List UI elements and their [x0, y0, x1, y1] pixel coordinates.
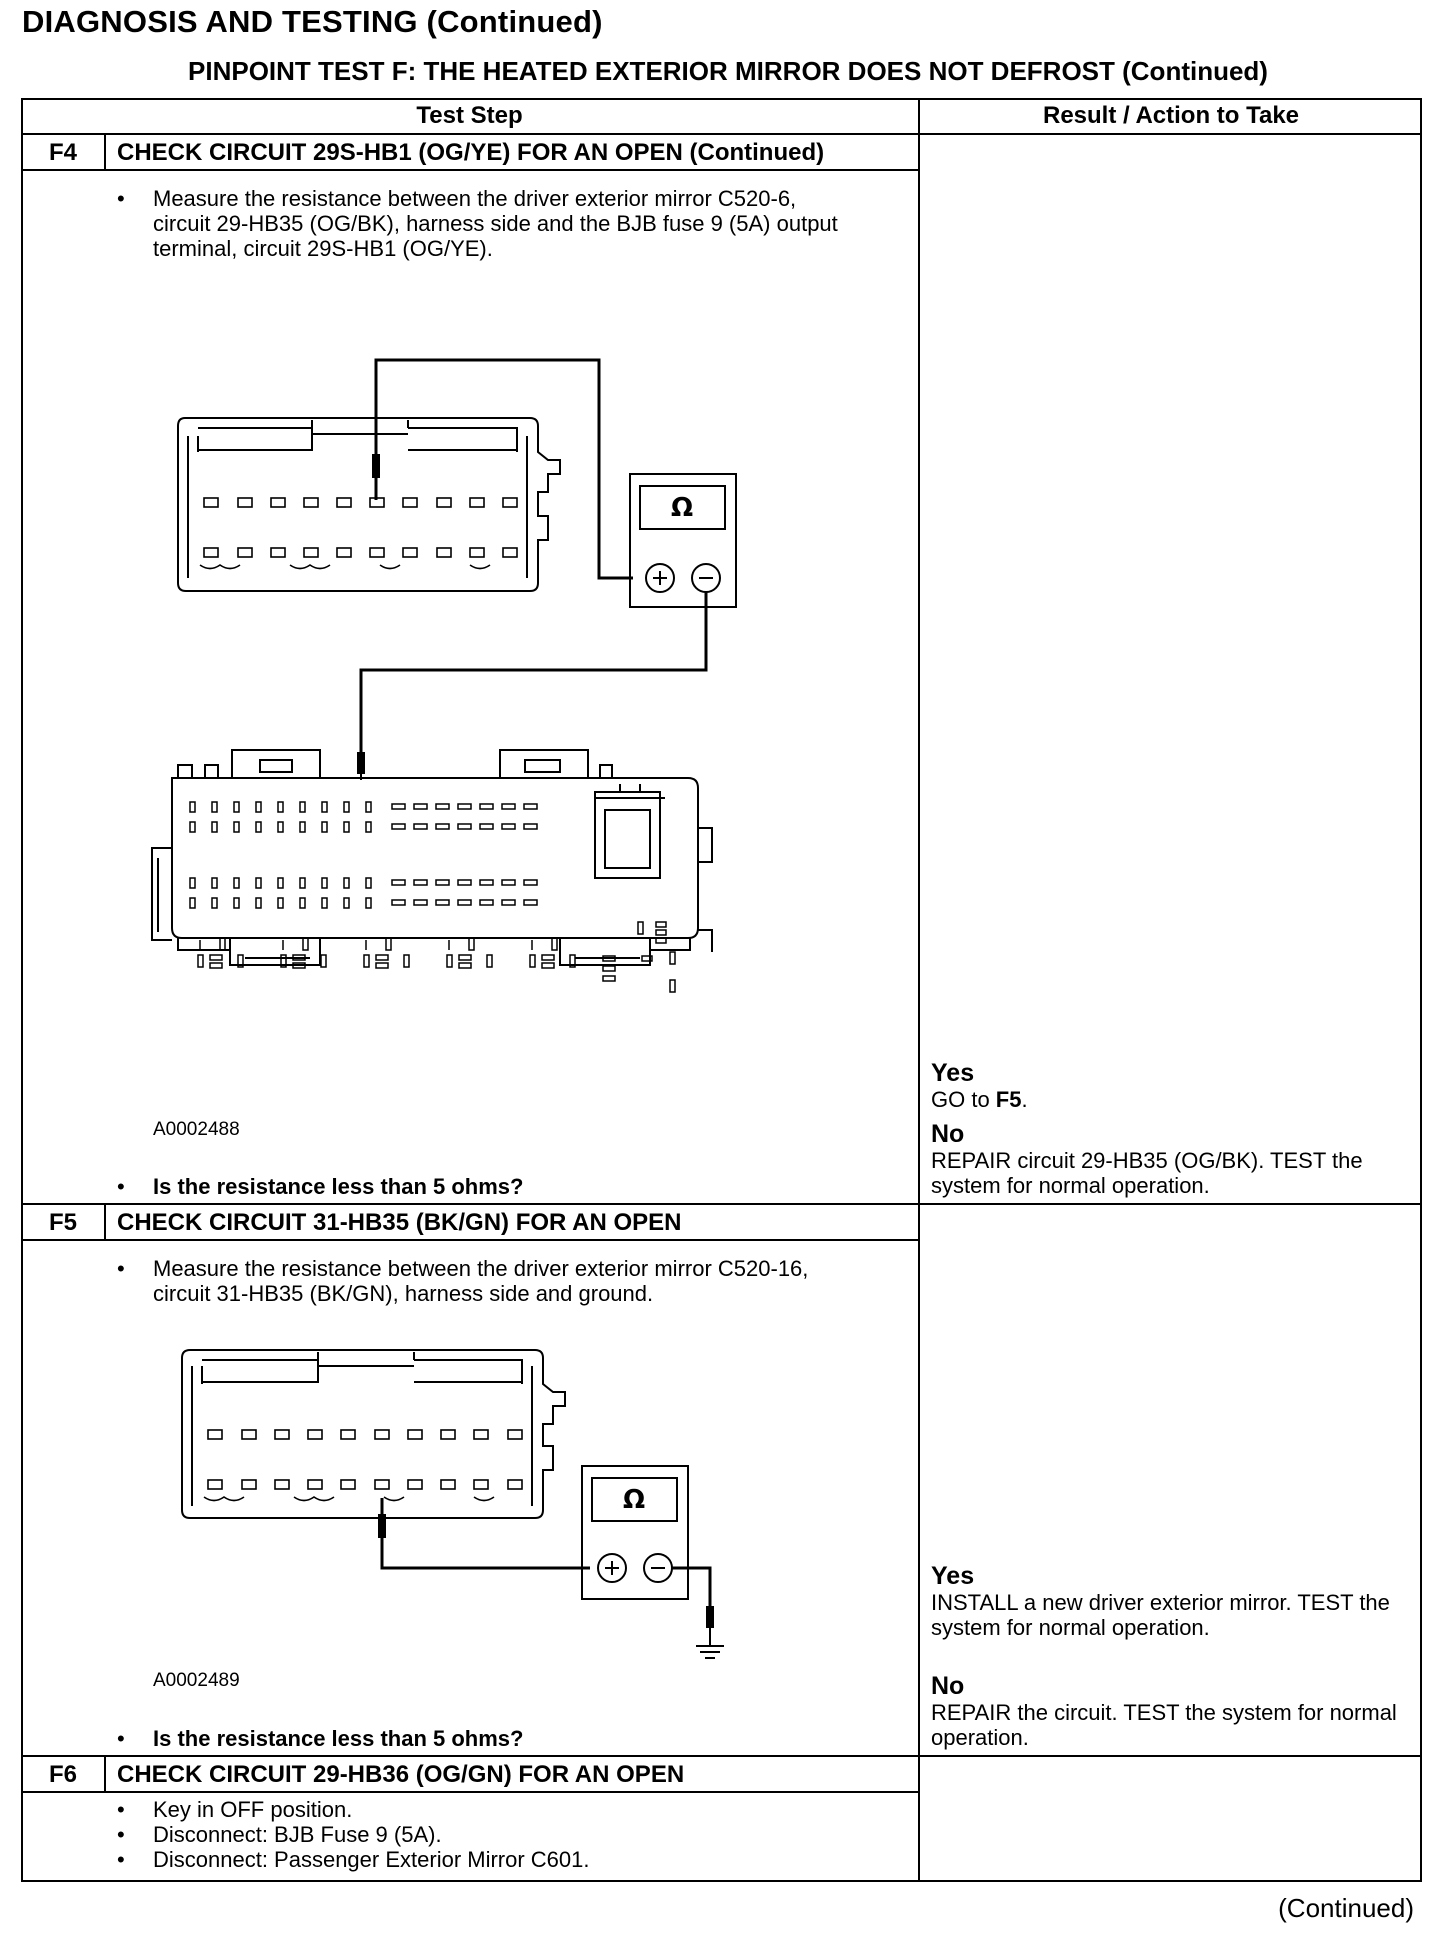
- step-instruction-f5: [117, 1256, 853, 1306]
- step-title-f6: CHECK CIRCUIT 29-HB36 (OG/GN) FOR AN OPEN: [117, 1761, 685, 1788]
- yes-label: Yes: [931, 1562, 975, 1590]
- step-question-f4: [117, 1174, 853, 1199]
- figure-connector-test-f5: [0, 1330, 900, 1710]
- bullet-glyph: •: [117, 1174, 125, 1199]
- figure-id-f4: A0002488: [153, 1119, 240, 1140]
- figure-bjb-f4: [0, 700, 900, 1100]
- bullet-text: Key in OFF position.: [153, 1797, 353, 1822]
- column-divider: [918, 98, 920, 1882]
- no-action: REPAIR the circuit. TEST the system for normal operation.: [931, 1700, 1397, 1750]
- step-id-f4: F4: [48, 139, 77, 166]
- result-yes-f5: [931, 1563, 1411, 1640]
- yes-action-link: F5: [995, 1087, 1022, 1112]
- step-title-line: [21, 1791, 920, 1793]
- instruction-text: Measure the resistance between the driver exterior mirror C520-16, circuit 31-HB35 (BK/GN), harness side and ground.: [153, 1256, 809, 1306]
- step-title-line: [21, 1239, 920, 1241]
- step-bullet-f6-3: [117, 1847, 853, 1872]
- yes-action: INSTALL a new driver exterior mirror. TEST the system for normal operation.: [931, 1590, 1390, 1640]
- result-no-f4: [931, 1121, 1411, 1198]
- question-text: Is the resistance less than 5 ohms?: [153, 1726, 524, 1751]
- step-id-f6: F6: [48, 1761, 77, 1788]
- no-action: REPAIR circuit 29-HB35 (OG/BK). TEST the system for normal operation.: [931, 1148, 1363, 1198]
- pinpoint-test-title: PINPOINT TEST F: THE HEATED EXTERIOR MIRROR DOES NOT DEFROST (Continued): [188, 56, 1268, 86]
- yes-label: Yes: [931, 1059, 975, 1087]
- bullet-glyph: •: [117, 1256, 125, 1281]
- figure-connector-test-f4: [0, 0, 900, 700]
- bullet-text: Disconnect: Passenger Exterior Mirror C601.: [153, 1847, 590, 1872]
- step-title-f4: CHECK CIRCUIT 29S-HB1 (OG/YE) FOR AN OPEN (Continued): [117, 139, 825, 166]
- question-text: Is the resistance less than 5 ohms?: [153, 1174, 524, 1199]
- yes-action-pre: GO to: [931, 1087, 996, 1112]
- no-label: No: [931, 1120, 965, 1148]
- bullet-glyph: •: [117, 1797, 125, 1822]
- step-title-f5: CHECK CIRCUIT 31-HB35 (BK/GN) FOR AN OPEN: [117, 1209, 682, 1236]
- page-title: DIAGNOSIS AND TESTING (Continued): [22, 4, 603, 39]
- step-id-divider: [104, 1757, 106, 1792]
- result-no-f5: [931, 1673, 1411, 1750]
- step-separator: [21, 1755, 1422, 1757]
- bullet-glyph: •: [117, 186, 125, 211]
- column-header-test-step: Test Step: [416, 102, 523, 129]
- step-separator: [21, 1203, 1422, 1205]
- bullet-glyph: •: [117, 1822, 125, 1847]
- meter-ohm-symbol: Ω: [622, 1485, 646, 1515]
- yes-action-post: .: [1021, 1087, 1028, 1112]
- continued-note: (Continued): [1278, 1893, 1414, 1923]
- step-bullet-f6-2: [117, 1822, 853, 1847]
- bullet-glyph: •: [117, 1726, 125, 1751]
- step-id-f5: F5: [48, 1209, 77, 1236]
- bullet-text: Disconnect: BJB Fuse 9 (5A).: [153, 1822, 442, 1847]
- column-header-result: Result / Action to Take: [1042, 102, 1300, 129]
- meter-ohm-symbol: Ω: [670, 493, 694, 523]
- step-question-f5: [117, 1726, 853, 1751]
- step-bullet-f6-1: [117, 1797, 853, 1822]
- bullet-glyph: •: [117, 1847, 125, 1872]
- step-id-divider: [104, 1205, 106, 1240]
- instruction-text: Measure the resistance between the driver exterior mirror C520-6, circuit 29-HB35 (OG/BK), harness side and the BJB fuse 9 (5A) output terminal, circuit 29S-HB1 (OG/YE).: [153, 186, 838, 261]
- result-yes-f4: [931, 1060, 1411, 1112]
- no-label: No: [931, 1672, 965, 1700]
- figure-id-f5: A0002489: [153, 1670, 240, 1691]
